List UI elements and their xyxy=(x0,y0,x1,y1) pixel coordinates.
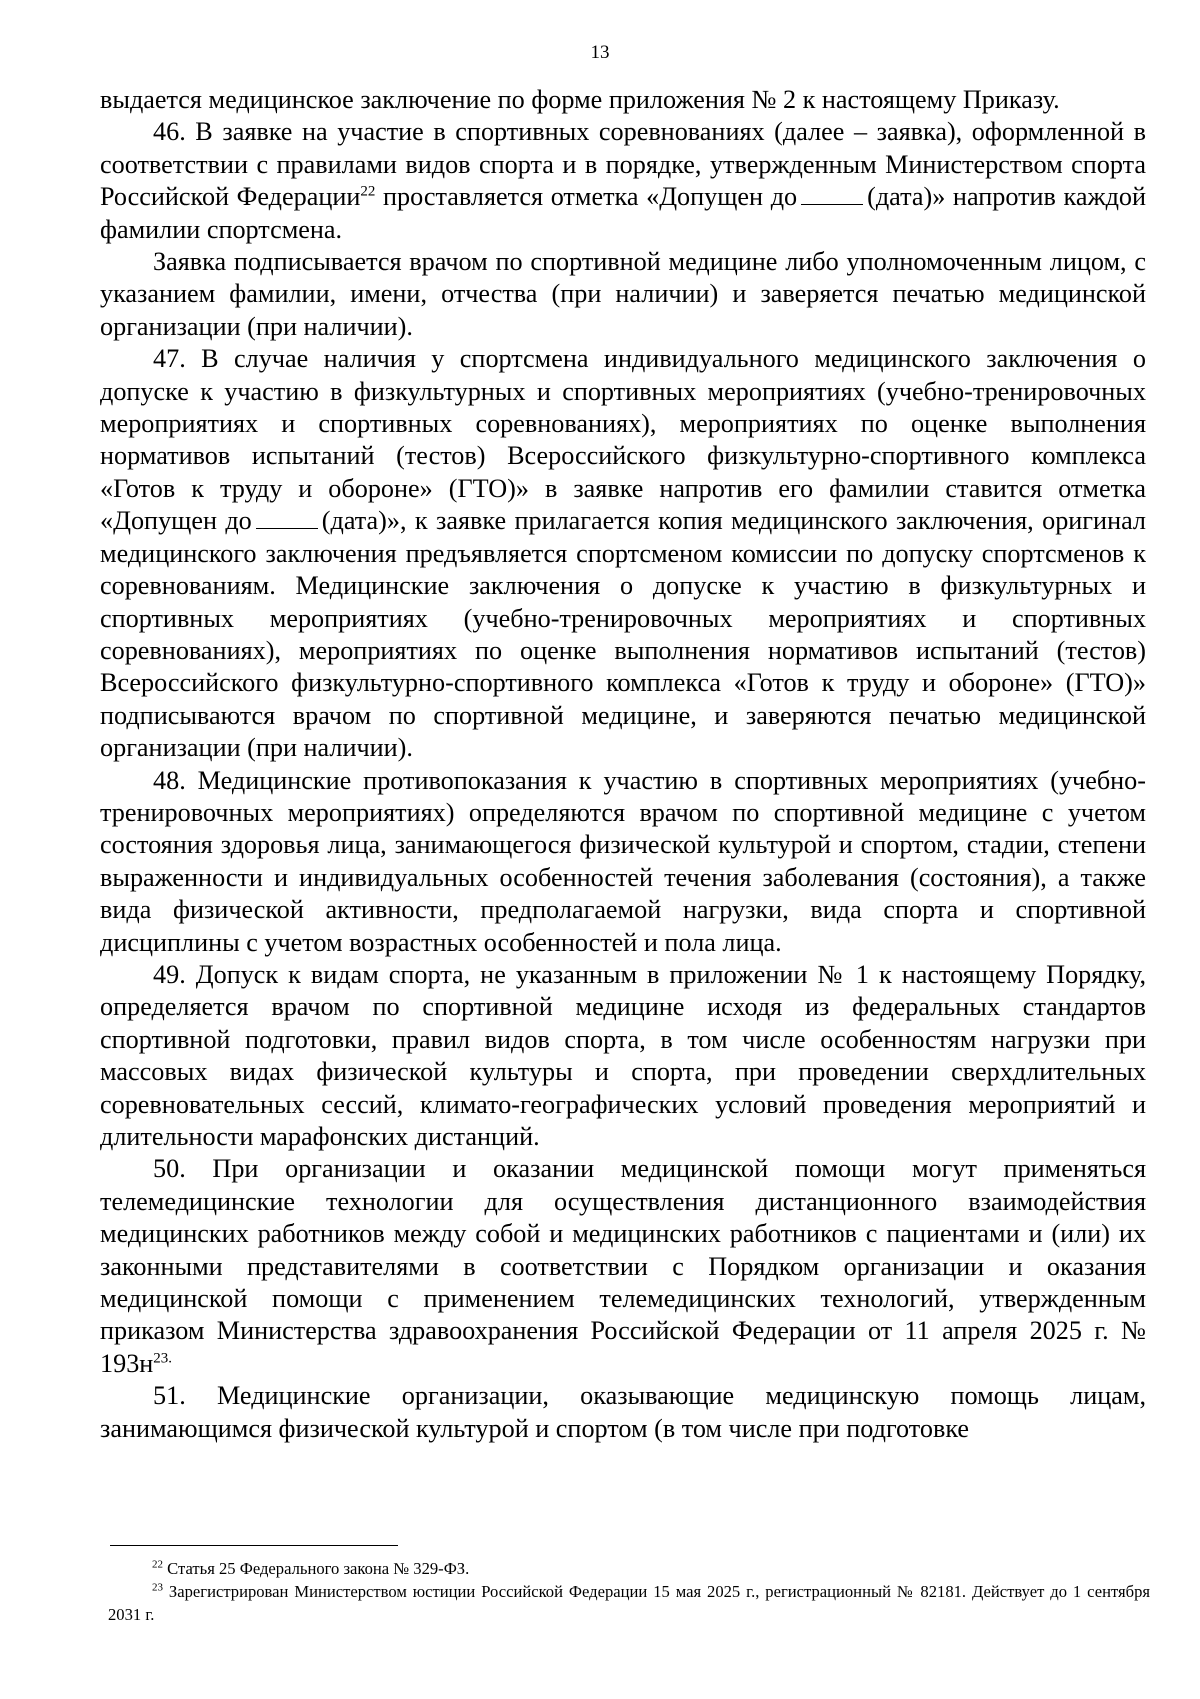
paragraph-46 xyxy=(100,116,1146,246)
paragraph-46-signature xyxy=(100,246,1146,343)
paragraph-51 xyxy=(100,1380,1146,1445)
page-number: 13 xyxy=(590,42,610,63)
document-body xyxy=(100,84,1146,1445)
paragraph-text: 49. Допуск к видам спорта, не указанным в приложении № 1 к настоящему Порядку, определяется врачом по спортивной медицине исходя из федеральных стандартов спортивной подготовки, правил видов спорта, в том числе особенностям нагрузки при массовых видах физической культуры и спорта, при проведении сверхдлительных соревновательных сессий, климато-географических условий проведения мероприятий и длительности марафонских дистанций. xyxy=(100,959,1146,1151)
paragraph-text: 46. В заявке на участие в спортивных соревнованиях (далее – заявка), оформленной в соответствии с правилами видов спорта и в порядке, утвержденным Министерством спорта Российской Федерации xyxy=(100,117,1146,212)
paragraph-text: (дата)» напротив каждой фамилии спортсмена. xyxy=(100,182,1147,244)
paragraph-text: 48. Медицинские противопоказания к участию в спортивных мероприятиях (учебно-тренировочных мероприятиях) определяются врачом по спортивной медицине с учетом состояния здоровья лица, занимающегося физической культурой и спортом, стадии, степени выраженности и индивидуальных особенностей течения заболевания (состояния), а также вида физической активности, предполагаемой нагрузки, вида спорта и спортивной дисциплины с учетом возрастных особенностей и пола лица. xyxy=(100,765,1146,957)
paragraph-49 xyxy=(100,959,1146,1153)
paragraph-text: проставляется отметка «Допущен до xyxy=(375,182,798,212)
footnote-mark: 23 xyxy=(152,1581,163,1594)
footnote-22 xyxy=(108,1557,1150,1580)
paragraph-47 xyxy=(100,343,1146,764)
footnote-text: Статья 25 Федерального закона № 329-ФЗ. xyxy=(163,1559,470,1578)
footnotes xyxy=(108,1557,1150,1626)
paragraph-continuation xyxy=(100,84,1146,116)
footnote-ref-22[interactable]: 22 xyxy=(360,183,376,200)
footnote-mark: 22 xyxy=(152,1558,163,1571)
paragraph-48 xyxy=(100,765,1146,959)
footnote-ref-23[interactable]: 23. xyxy=(153,1350,173,1367)
paragraph-text: 50. При организации и оказании медицинской помощи могут применяться телемедицинские технологии для осуществления дистанционного взаимодействия медицинских работников между собой и медицинских работников с пациентами и (или) их законными представителями в соответствии с Порядком организации и оказания медицинской помощи с применением телемедицинских технологий, утвержденным приказом Министерства здравоохранения Российской Федерации от 11 апреля 2025 г. № 193н xyxy=(100,1154,1146,1378)
paragraph-50 xyxy=(100,1153,1146,1380)
blank-line xyxy=(256,527,318,529)
footnote-divider xyxy=(110,1545,398,1546)
footnote-23 xyxy=(108,1580,1150,1626)
paragraph-text: 51. Медицинские организации, оказывающие медицинскую помощь лицам, занимающимся физической культурой и спортом (в том числе при подготовке xyxy=(100,1381,1146,1443)
blank-line xyxy=(801,203,863,205)
paragraph-text: (дата)», к заявке прилагается копия медицинского заключения, оригинал медицинского заключения предъявляется спортсменом комиссии по допуску спортсменов к соревнованиям. Медицинские заключения о допуске к участию в физкультурных и спортивных мероприятиях (учебно-тренировочных мероприятиях и спортивных соревнованиях), мероприятиях по оценке выполнения нормативов испытаний (тестов) Всероссийского физкультурно-спортивного комплекса «Готов к труду и обороне» (ГТО)» подписываются врачом по спортивной медицине, и заверяются печатью медицинской организации (при наличии). xyxy=(100,506,1146,763)
paragraph-text: Заявка подписывается врачом по спортивной медицине либо уполномоченным лицом, с указанием фамилии, имени, отчества (при наличии) и заверяется печатью медицинской организации (при наличии). xyxy=(100,247,1146,341)
paragraph-text: 47. В случае наличия у спортсмена индивидуального медицинского заключения о допуске к участию в физкультурных и спортивных мероприятиях (учебно-тренировочных мероприятиях и спортивных соревнованиях), мероприятиях по оценке выполнения нормативов испытаний (тестов) Всероссийского физкультурно-спортивного комплекса «Готов к труду и обороне» (ГТО)» в заявке напротив его фамилии ставится отметка «Допущен до xyxy=(100,344,1146,536)
paragraph-text: выдается медицинское заключение по форме приложения № 2 к настоящему Приказу. xyxy=(100,85,1060,114)
footnote-text: Зарегистрирован Министерством юстиции Российской Федерации 15 мая 2025 г., регистрационный № 82181. Действует до 1 сентября 2031 г. xyxy=(108,1582,1150,1624)
